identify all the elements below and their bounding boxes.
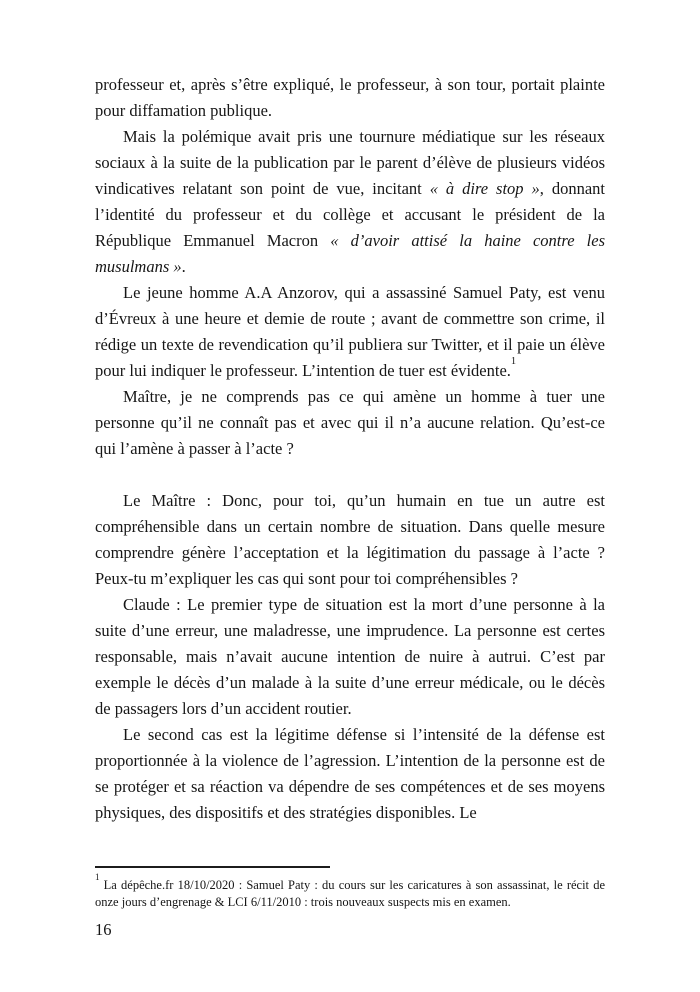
paragraph-4 xyxy=(95,384,605,462)
paragraph-6 xyxy=(95,592,605,722)
footnote xyxy=(95,871,605,911)
italic-quote-run: « à dire stop » xyxy=(429,179,540,198)
paragraph-text: Le second cas est la légitime défense si l’intensité de la défense est proportionnée à la violence de l’agression. L’intention de la personne est de se protéger et sa réaction va dépendre de ses compétences et de ses moyens physiques, des dispositifs et des stratégies disponibles. Le xyxy=(95,725,605,822)
footnote-reference: 1 xyxy=(510,355,517,367)
paragraph-text: Le Maître : Donc, pour toi, qu’un humain en tue un autre est compréhensible dans un certain nombre de situation. Dans quelle mesure comprendre génère l’acceptation et la légitimation du passage à l’acte ? Peux-tu m’expliquer les cas qui sont pour toi compréhensibles ? xyxy=(95,491,605,588)
paragraph-text: Maître, je ne comprends pas ce qui amène un homme à tuer une personne qu’il ne connaît pas et avec qui il n’a aucune relation. Qu’est-ce qui l’amène à passer à l’acte ? xyxy=(95,387,605,458)
paragraph-text: Le jeune homme A.A Anzorov, qui a assassiné Samuel Paty, est venu d’Évreux à une heure et demie de route ; avant de commettre son crime, il rédige un texte de revendication qu’il publiera sur Twitter, et il paie un élève pour lui indiquer le professeur. L’intention de tuer est évidente. xyxy=(95,283,605,380)
paragraph-7 xyxy=(95,722,605,826)
paragraph-1 xyxy=(95,72,605,124)
text-run: , donnant l’identité du professeur et du collège et accusant le président de la République Emmanuel Macron xyxy=(95,179,605,250)
paragraph-5 xyxy=(95,488,605,592)
italic-quote-run: « d’avoir attisé la haine contre les musulmans » xyxy=(95,231,605,276)
footnote-marker: 1 xyxy=(95,871,100,882)
paragraph-2 xyxy=(95,124,605,280)
paragraph-3 xyxy=(95,280,605,384)
text-run: Mais la polémique avait pris une tournure médiatique sur les réseaux sociaux à la suite de la publication par le parent d’élève de plusieurs vidéos vindicatives relatant son point de vue, incitant xyxy=(95,127,605,198)
footnote-separator xyxy=(95,866,330,868)
footnote-text: La dépêche.fr 18/10/2020 : Samuel Paty : du cours sur les caricatures à son assassinat, le récit de onze jours d’engrenage & LCI 6/11/2010 : trois nouveaux suspects mis en examen. xyxy=(95,878,605,909)
paragraph-text: professeur et, après s’être expliqué, le professeur, à son tour, portait plainte pour diffamation publique. xyxy=(95,75,605,120)
text-run: . xyxy=(181,257,186,276)
paragraph-text: Claude : Le premier type de situation est la mort d’une personne à la suite d’une erreur, une maladresse, une imprudence. La personne est certes responsable, mais n’avait aucune intention de nuire à autrui. C’est par exemple le décès d’un malade à la suite d’une erreur médicale, ou le décès de passagers lors d’un accident routier. xyxy=(95,595,605,718)
page-number: 16 xyxy=(95,920,112,939)
body-text xyxy=(95,72,605,826)
page-footer xyxy=(95,866,605,940)
